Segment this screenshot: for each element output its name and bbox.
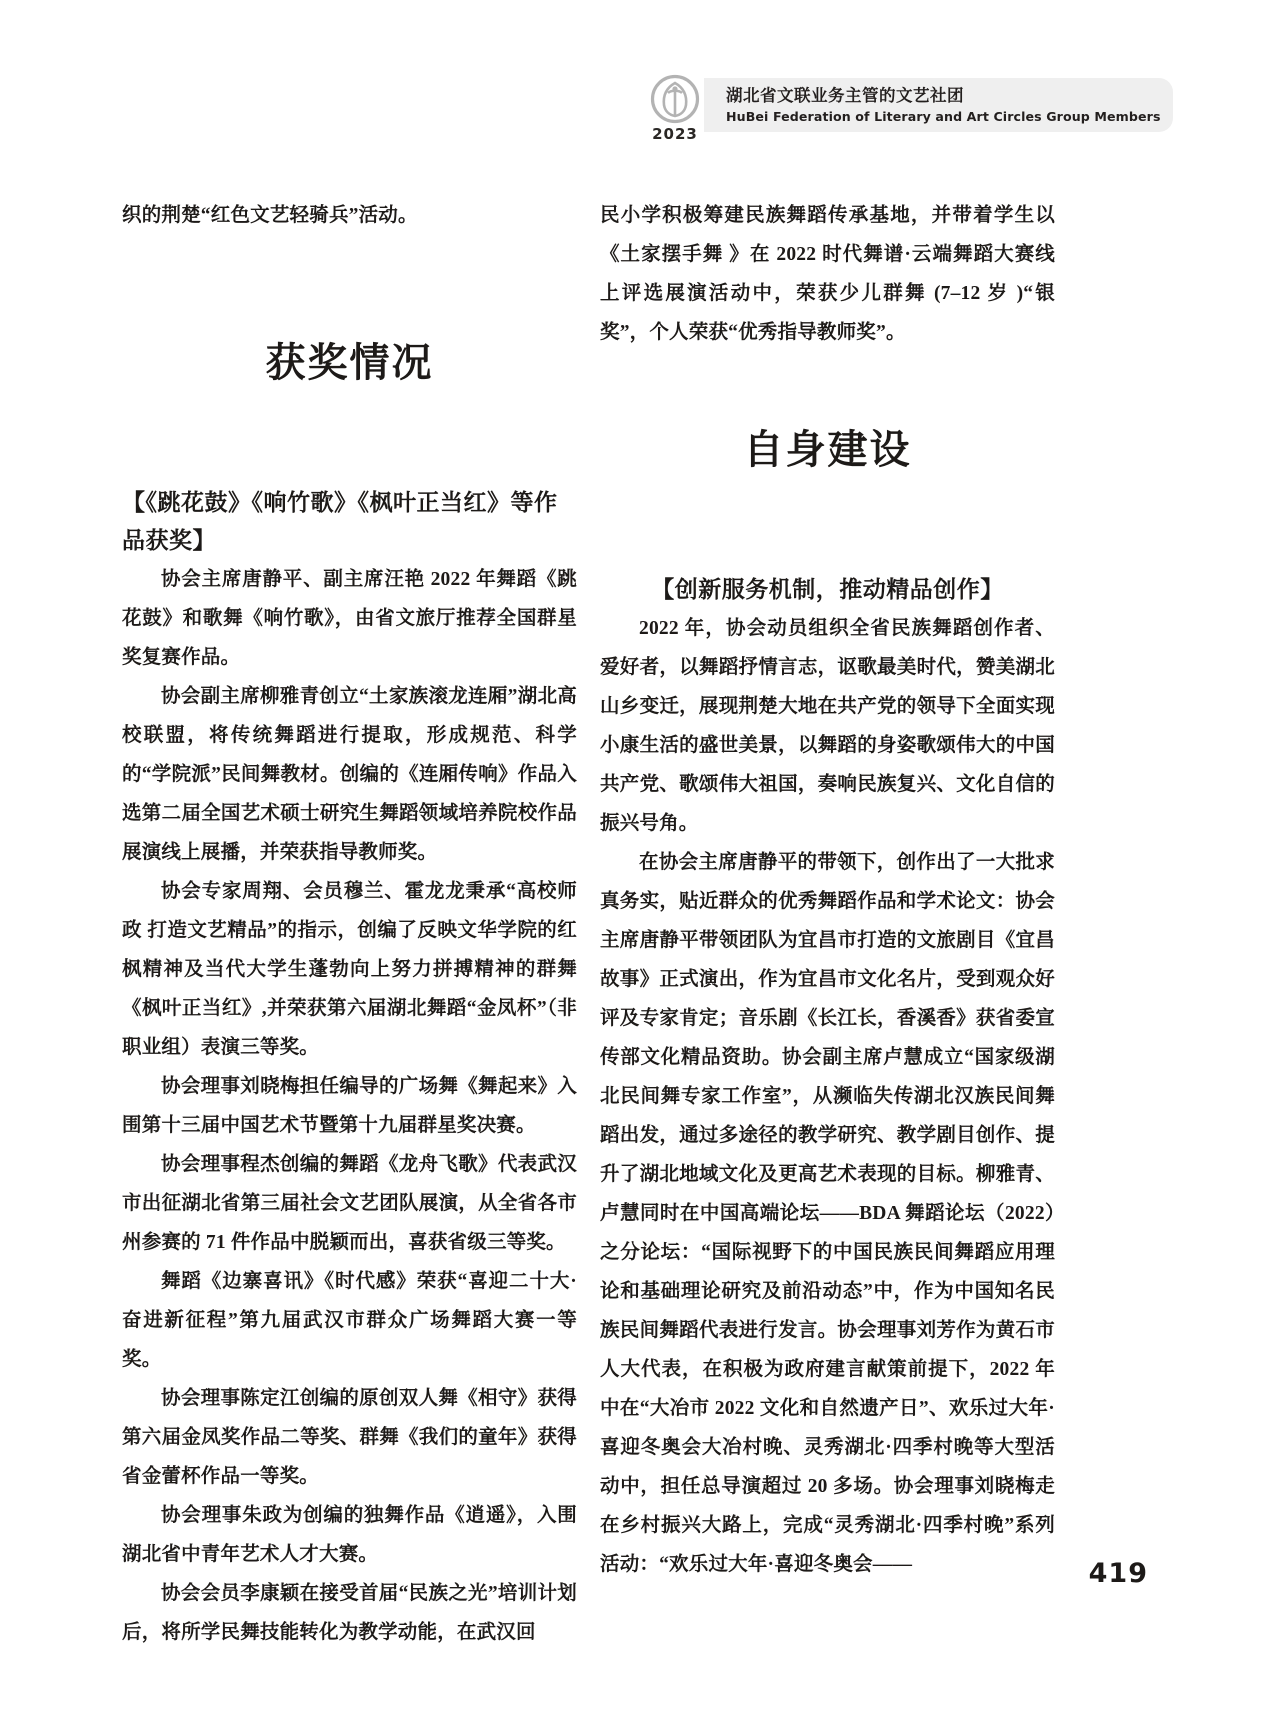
left-paragraph-2: 协会副主席柳雅青创立“土家族滚龙连厢”湖北高校联盟，将传统舞蹈进行提取，形成规范、科学的“学院派”民间舞教材。创编的《连厢传响》作品入选第二届全国艺术硕士研究生舞蹈领域培养院校作品展演线上展播，并荣获指导教师奖。 [122,686,577,863]
left-paragraph-9: 协会会员李康颖在接受首届“民族之光”培训计划后，将所学民舞技能转化为教学动能，在武汉回 [122,1583,577,1643]
left-paragraph-5: 协会理事程杰创编的舞蹈《龙舟飞歌》代表武汉市出征湖北省第三届社会文艺团队展演，从全省各市州参赛的 71 件作品中脱颖而出，喜获省级三等奖。 [122,1154,577,1253]
right-column [600,196,1055,1584]
right-subsection-title: 【创新服务机制，推动精品创作】 [651,577,1004,603]
running-head-title-en: HuBei Federation of Literary and Art Circles Group Members [726,108,1161,124]
spacer [600,352,1055,418]
spacer [122,235,577,331]
right-continued-paragraph: 民小学积极筹建民族舞蹈传承基地，并带着学生以《土家摆手舞 》在 2022 时代舞谱·云端舞蹈大赛线上评选展演活动中，荣获少儿群舞 (7–12 岁 )“银奖”，个人荣获“优秀指导教师奖”。 [600,205,1055,343]
left-paragraph-7: 协会理事陈定江创编的原创双人舞《相守》获得第六届金凤奖作品二等奖、群舞《我们的童年》获得省金蕾杯作品一等奖。 [122,1388,577,1487]
left-paragraph-8: 协会理事朱政为创编的独舞作品《逍遥》，入围湖北省中青年艺术人才大赛。 [122,1505,577,1565]
left-column [122,196,577,1652]
running-head-title-cn: 湖北省文联业务主管的文艺社团 [726,86,964,105]
left-section-title: 获奖情况 [265,340,434,386]
running-head-logo-block [640,72,710,143]
right-section-title: 自身建设 [743,427,912,473]
spacer [600,475,1055,571]
right-paragraph-1: 2022 年，协会动员组织全省民族舞蹈创作者、爱好者，以舞蹈抒情言志，讴歌最美时代，赞美湖北山乡变迁，展现荆楚大地在共产党的领导下全面实现小康生活的盛世美景，以舞蹈的身姿歌颂伟大的中国共产党、歌颂伟大祖国，奏响民族复兴、文化自信的振兴号角。 [600,618,1055,834]
hubei-federation-logo-icon [650,74,700,124]
right-paragraph-2: 在协会主席唐静平的带领下，创作出了一大批求真务实，贴近群众的优秀舞蹈作品和学术论文：协会主席唐静平带领团队为宜昌市打造的文旅剧目《宜昌故事》正式演出，作为宜昌市文化名片，受到观众好评及专家肯定；音乐剧《长江长，香溪香》获省委宣传部文化精品资助。协会副主席卢慧成立“国家级湖北民间舞专家工作室”，从濒临失传湖北汉族民间舞蹈出发，通过多途径的教学研究、教学剧目创作、提升了湖北地域文化及更高艺术表现的目标。柳雅青、卢慧同时在中国高端论坛——BDA 舞蹈论坛（2022）之分论坛：“国际视野下的中国民族民间舞蹈应用理论和基础理论研究及前沿动态”中，作为中国知名民族民间舞蹈代表进行发言。协会理事刘芳作为黄石市人大代表，在积极为政府建言献策前提下，2022 年中在“大冶市 2022 文化和自然遗产日”、欢乐过大年·喜迎冬奥会大冶村晚、灵秀湖北·四季村晚等大型活动中，担任总导演超过 20 多场。协会理事刘晓梅走在乡村振兴大路上，完成“灵秀湖北·四季村晚”系列活动：“欢乐过大年·喜迎冬奥会—— [600,852,1055,1575]
running-head-band [704,78,1173,132]
running-head-year: 2023 [652,125,698,143]
left-continued-paragraph: 织的荆楚“红色文艺轻骑兵”活动。 [122,205,418,226]
left-paragraph-1: 协会主席唐静平、副主席汪艳 2022 年舞蹈《跳花鼓》和歌舞《响竹歌》，由省文旅厅推荐全国群星奖复赛作品。 [122,569,577,668]
running-head [640,72,1161,144]
left-paragraph-3: 协会专家周翔、会员穆兰、霍龙龙秉承“高校师政 打造文艺精品”的指示，创编了反映文华学院的红枫精神及当代大学生蓬勃向上努力拼搏精神的群舞《枫叶正当红》,并荣获第六届湖北舞蹈“金凤杯”（非职业组）表演三等奖。 [122,881,577,1058]
spacer [122,388,577,484]
left-subsection-title: 【《跳花鼓》《响竹歌》《枫叶正当红》等作品获奖】 [122,490,558,554]
left-paragraph-4: 协会理事刘晓梅担任编导的广场舞《舞起来》入围第十三届中国艺术节暨第十九届群星奖决赛。 [122,1076,577,1136]
page-number: 419 [1088,1558,1148,1589]
left-paragraph-6: 舞蹈《边寨喜讯》《时代感》荣获“喜迎二十大·奋进新征程”第九届武汉市群众广场舞蹈大赛一等奖。 [122,1271,577,1370]
